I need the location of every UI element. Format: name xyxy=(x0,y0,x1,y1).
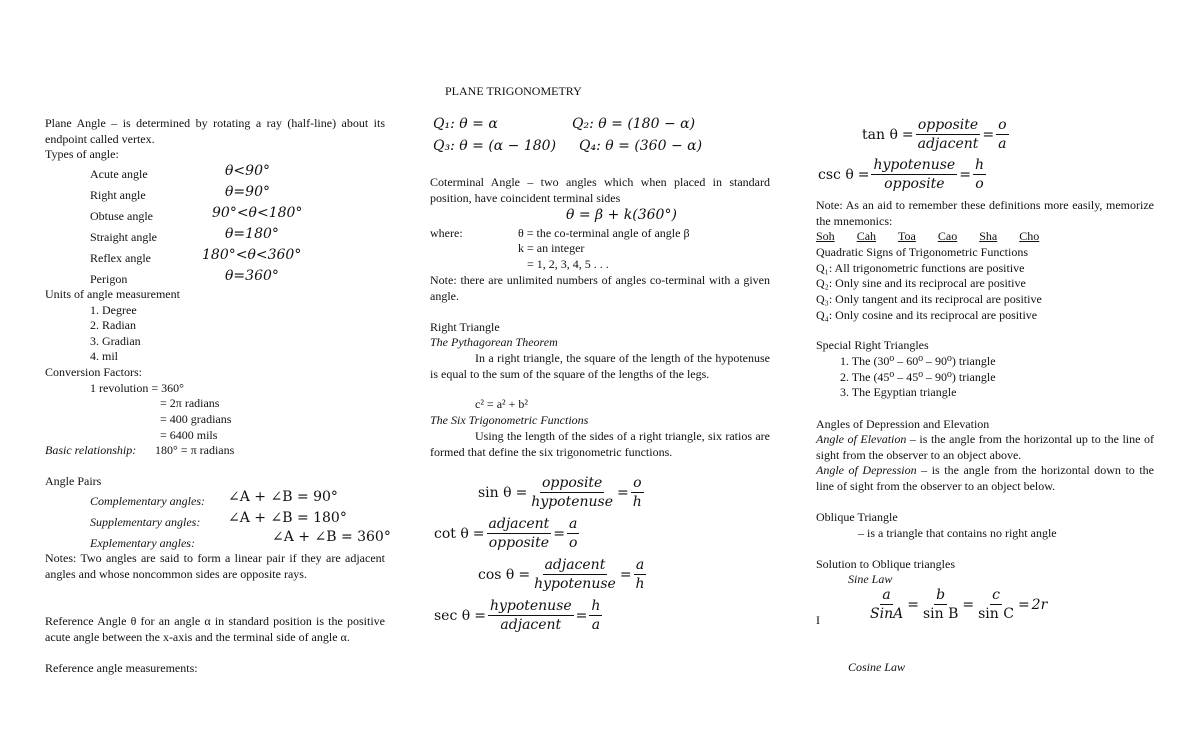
sine-label: sin θ xyxy=(478,484,512,501)
cosine-short-numerator: a xyxy=(635,557,645,573)
special-triangles-heading: Special Right Triangles xyxy=(816,338,929,352)
elevation-text: – is the angle from the horizontal up to the line of sight from the observer to an object above. xyxy=(816,432,1154,462)
sine-law-n2: b xyxy=(936,587,946,603)
cosecant-short-denominator: o xyxy=(975,176,984,192)
tangent-numerator: opposite xyxy=(917,117,979,133)
six-functions-text: Using the length of the sides of a right triangle, six ratios are formed that define the six trigonometric functions. xyxy=(430,429,770,459)
quadrant-sign-line: Q₂: Only sine and its reciprocal are positive xyxy=(816,276,1026,290)
secant-denominator: adjacent xyxy=(500,617,562,633)
type-formula-acute: θ<90° xyxy=(225,163,270,179)
type-name-reflex: Reflex angle xyxy=(90,251,151,265)
secant-short-numerator: h xyxy=(591,598,601,614)
where-label: where: xyxy=(430,226,463,240)
type-name-perigon: Perigon xyxy=(90,272,128,286)
plane-angle-definition: Plane Angle – is determined by rotating a ray (half-line) about its endpoint called vertex. xyxy=(45,116,385,146)
cotangent-short-numerator: a xyxy=(569,516,578,532)
cosine-short-denominator: h xyxy=(635,576,645,592)
type-formula-obtuse: 90°<θ<180° xyxy=(212,205,303,221)
unit-item: 3. Gradian xyxy=(90,334,141,348)
cosecant-short-numerator: h xyxy=(974,157,984,173)
conversion-line: = 2π radians xyxy=(160,396,220,410)
conversion-line: = 400 gradians xyxy=(160,412,232,426)
quadrant-sign-line: Q₃: Only tangent and its reciprocal are positive xyxy=(816,292,1042,306)
cosine-numerator: adjacent xyxy=(544,557,606,573)
type-formula-reflex: 180°<θ<360° xyxy=(202,247,302,263)
depression-text: – is the angle from the horizontal down to the line of sight from the observer to an object below. xyxy=(816,463,1154,493)
mnemonic: Cah xyxy=(856,229,877,243)
sine-numerator: opposite xyxy=(541,475,603,491)
mnemonic: Cho xyxy=(1019,229,1040,243)
secant-label: sec θ xyxy=(434,607,471,624)
sine-law-n3: c xyxy=(992,587,1000,603)
cosine-law-heading: Cosine Law xyxy=(848,660,906,674)
depression-elevation-heading: Angles of Depression and Elevation xyxy=(816,417,990,431)
sine-law-heading: Sine Law xyxy=(848,572,893,586)
type-name-acute: Acute angle xyxy=(90,167,148,181)
cotangent-label: cot θ xyxy=(434,525,469,542)
mnemonic: Cao xyxy=(937,229,958,243)
special-triangle-item: 1. The (30⁰ – 60⁰ – 90⁰) triangle xyxy=(840,354,996,368)
notes-linear-pair: Notes: Two angles are said to form a linear pair if they are adjacent angles and whose noncommon sides are opposite rays. xyxy=(45,551,385,581)
pythagorean-heading: The Pythagorean Theorem xyxy=(430,335,558,349)
reference-angle-definition: Reference Angle θ for an angle α in standard position is the positive acute angle between the x-axis and the terminal side of angle α. xyxy=(45,614,385,644)
pythagorean-text: In a right triangle, the square of the length of the hypotenuse is equal to the sum of the square of the lengths of the legs. xyxy=(430,351,770,381)
type-name-right: Right angle xyxy=(90,188,146,202)
conversion-line: = 6400 mils xyxy=(160,428,218,442)
mnemonic: Soh xyxy=(816,229,835,243)
type-formula-perigon: θ=360° xyxy=(225,268,279,284)
depression-label: Angle of Depression xyxy=(816,463,917,477)
type-formula-right: θ=90° xyxy=(225,184,270,200)
tangent-label: tan θ xyxy=(862,126,898,143)
unit-item: 1. Degree xyxy=(90,303,137,317)
cosecant-definition: csc θ = $\frac{\text{hypotenuse}}{\text{opposite}}$ = $\frac{h}{o}$ xyxy=(818,157,984,192)
coterminal-formula: θ = β + k(360°) xyxy=(566,207,677,223)
depression-definition xyxy=(816,462,1154,494)
sine-law-rhs: 2r xyxy=(1031,596,1048,613)
pair-formula-complementary: ∠A + ∠B = 90° xyxy=(228,489,338,505)
quadrant-3-formula: Q₃: θ = (α − 180) xyxy=(433,138,557,154)
sine-law-n1: a xyxy=(882,587,891,603)
basic-relationship-value: 180° = π radians xyxy=(155,443,235,457)
tangent-definition: tan θ = $\frac{\text{opposite}}{\text{adjacent}}$ = $\frac{o}{a}$ xyxy=(862,117,1007,152)
cosecant-label: csc θ xyxy=(818,166,854,183)
conversion-line: 1 revolution = 360° xyxy=(90,381,184,395)
cotangent-short-denominator: o xyxy=(569,535,578,551)
type-name-obtuse: Obtuse angle xyxy=(90,209,153,223)
cotangent-denominator: opposite xyxy=(488,535,550,551)
pythagorean-formula: c² = a² + b² xyxy=(475,397,528,411)
elevation-label: Angle of Elevation xyxy=(816,432,907,446)
tangent-denominator: adjacent xyxy=(917,136,979,152)
basic-relationship-label: Basic relationship: xyxy=(45,443,137,457)
oblique-triangle-heading: Oblique Triangle xyxy=(816,510,898,524)
tangent-short-numerator: o xyxy=(998,117,1007,133)
quadrant-sign-line: Q₄: Only cosine and its reciprocal are positive xyxy=(816,308,1038,322)
pair-name-explementary: Explementary angles: xyxy=(90,536,195,550)
mnemonic: Toa xyxy=(898,229,916,243)
sine-law-d3: sin C xyxy=(978,606,1014,622)
six-functions-heading: The Six Trigonometric Functions xyxy=(430,413,589,427)
pair-formula-explementary: ∠A + ∠B = 360° xyxy=(272,529,391,545)
sine-law-formula: $\frac{a}{\text{SinA}}$ = $\frac{b}{\text{sin B}}$ = $\frac{c}{\text{sin C}}$ = 2r xyxy=(870,587,1048,622)
reference-measurements: Reference angle measurements: xyxy=(45,661,198,675)
secant-short-denominator: a xyxy=(591,617,601,633)
unit-item: 4. mil xyxy=(90,349,119,363)
quadrant-4-formula: Q₄: θ = (360 − α) xyxy=(579,138,703,154)
types-heading: Types of angle: xyxy=(45,147,119,161)
sine-law-d1: SinA xyxy=(870,606,904,622)
angle-pairs-heading: Angle Pairs xyxy=(45,474,102,488)
cotangent-numerator: adjacent xyxy=(488,516,550,532)
secant-definition: sec θ = $\frac{\text{hypotenuse}}{\text{adjacent}}$ = $\frac{h}{a}$ xyxy=(434,598,601,633)
quadrant-1-formula: Q₁: θ = α xyxy=(433,116,498,132)
sine-definition: sin θ = $\frac{\text{opposite}}{\text{hypotenuse}}$ = $\frac{o}{h}$ xyxy=(478,475,642,510)
where-line: = 1, 2, 3, 4, 5 . . . xyxy=(527,257,609,271)
tangent-short-denominator: a xyxy=(998,136,1007,152)
cosecant-denominator: opposite xyxy=(884,176,945,192)
type-name-straight: Straight angle xyxy=(90,230,157,244)
sine-short-denominator: h xyxy=(632,494,642,510)
quadratic-signs-heading: Quadratic Signs of Trigonometric Functions xyxy=(816,245,1028,259)
oblique-triangle-text: – is a triangle that contains no right angle xyxy=(858,526,1057,540)
cosine-definition: cos θ = $\frac{\text{adjacent}}{\text{hypotenuse}}$ = $\frac{a}{h}$ xyxy=(478,557,645,592)
quadrant-sign-line: Q₁: All trigonometric functions are positive xyxy=(816,261,1025,275)
mnemonics-row xyxy=(816,228,1061,244)
solution-oblique-heading: Solution to Oblique triangles xyxy=(816,557,955,571)
secant-numerator: hypotenuse xyxy=(489,598,572,614)
pair-name-complementary: Complementary angles: xyxy=(90,494,205,508)
pair-name-supplementary: Supplementary angles: xyxy=(90,515,201,529)
sine-law-d2: sin B xyxy=(922,606,959,622)
quadrant-2-formula: Q₂: θ = (180 − α) xyxy=(572,116,696,132)
coterminal-note: Note: there are unlimited numbers of angles co-terminal with a given angle. xyxy=(430,273,770,303)
where-line: θ = the co-terminal angle of angle β xyxy=(518,226,690,240)
pair-formula-supplementary: ∠A + ∠B = 180° xyxy=(228,510,347,526)
conversion-heading: Conversion Factors: xyxy=(45,365,142,379)
sine-denominator: hypotenuse xyxy=(531,494,614,510)
right-triangle-heading: Right Triangle xyxy=(430,320,500,334)
special-triangle-item: 3. The Egyptian triangle xyxy=(840,385,957,399)
page-title: PLANE TRIGONOMETRY xyxy=(445,84,582,98)
elevation-definition xyxy=(816,431,1154,463)
unit-item: 2. Radian xyxy=(90,318,136,332)
cosine-denominator: hypotenuse xyxy=(534,576,616,592)
cotangent-definition: cot θ = $\frac{\text{adjacent}}{\text{opposite}}$ = $\frac{a}{o}$ xyxy=(434,516,578,551)
where-line: k = an integer xyxy=(518,241,585,255)
sine-law-marker: I xyxy=(816,613,820,627)
mnemonic: Sha xyxy=(979,229,998,243)
sine-short-numerator: o xyxy=(633,475,642,491)
mnemonic-note: Note: As an aid to remember these definitions more easily, memorize the mnemonics: xyxy=(816,198,1154,228)
cosine-label: cos θ xyxy=(478,566,515,583)
type-formula-straight: θ=180° xyxy=(225,226,279,242)
units-heading: Units of angle measurement xyxy=(45,287,180,301)
cosecant-numerator: hypotenuse xyxy=(873,157,956,173)
coterminal-definition: Coterminal Angle – two angles which when placed in standard position, have coincident terminal sides xyxy=(430,175,770,205)
special-triangle-item: 2. The (45⁰ – 45⁰ – 90⁰) triangle xyxy=(840,370,996,384)
